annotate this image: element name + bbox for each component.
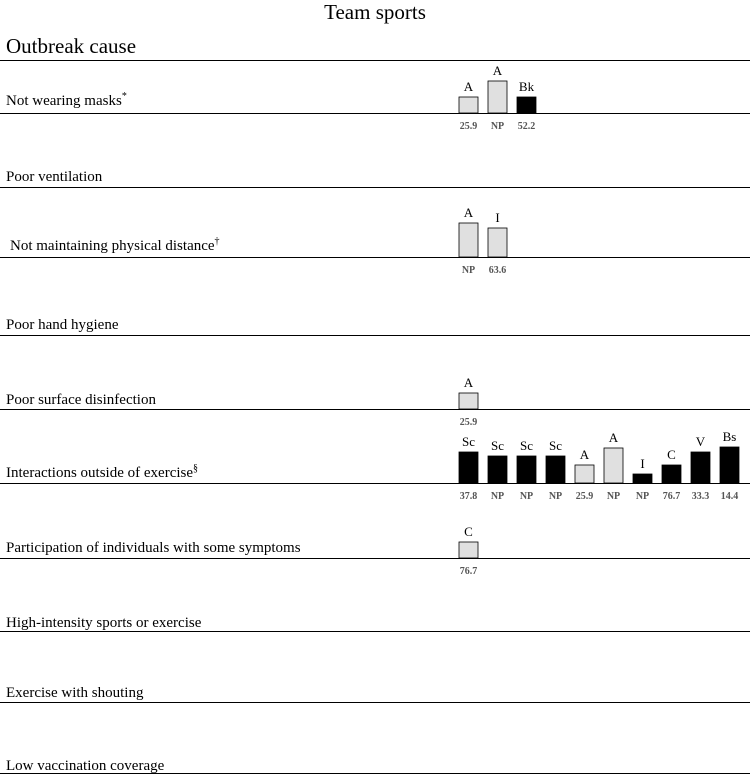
bar <box>546 456 565 483</box>
bar-value-label: NP <box>519 491 534 502</box>
bar-value-label: 63.6 <box>488 265 507 276</box>
bar-category-label: Bs <box>722 429 737 444</box>
bar-value-label: 52.2 <box>517 121 536 132</box>
bar-value-label: NP <box>461 265 476 276</box>
bar-category-label: A <box>463 375 474 390</box>
row-label-text: Poor surface disinfection <box>6 392 156 408</box>
bar-category-label: C <box>464 524 473 539</box>
outbreak-cause-header: Outbreak cause <box>6 34 137 58</box>
row-label-text: Poor hand hygiene <box>6 317 119 333</box>
bar-category-label: Sc <box>520 438 533 453</box>
bar-value-label: 25.9 <box>459 417 478 428</box>
footnote-mark: § <box>193 463 199 474</box>
bar-value-label: NP <box>635 491 650 502</box>
bar <box>459 97 478 113</box>
bar-category-label: I <box>495 210 500 225</box>
bar-category-label: A <box>463 205 474 220</box>
bar <box>459 542 478 558</box>
row-label-text: Interactions outside of exercise <box>6 465 194 481</box>
bar <box>691 452 710 483</box>
bar-category-label: C <box>667 447 676 462</box>
bar <box>517 97 536 113</box>
footnote-mark: * <box>121 91 127 102</box>
bar-value-label: 37.8 <box>459 491 478 502</box>
bar-value-label: 14.4 <box>720 491 739 502</box>
row-label-text: Low vaccination coverage <box>6 758 165 774</box>
bar <box>459 452 478 483</box>
bar-category-label: Sc <box>491 438 504 453</box>
row-label-text: Not wearing masks <box>6 93 122 109</box>
bar-category-label: V <box>695 434 706 449</box>
bar-category-label: A <box>579 447 590 462</box>
chart-title: Team sports <box>324 0 426 24</box>
row-label-text: Participation of individuals with some symptoms <box>6 540 301 556</box>
row-label-text: Exercise with shouting <box>6 685 144 701</box>
bar <box>459 223 478 257</box>
bar <box>604 448 623 483</box>
bar-value-label: NP <box>606 491 621 502</box>
row-label-text: High-intensity sports or exercise <box>6 615 202 631</box>
bar-category-label: Bk <box>518 79 535 94</box>
bar-category-label: Sc <box>462 434 475 449</box>
bar-value-label: 25.9 <box>575 491 594 502</box>
bar <box>662 465 681 483</box>
row-label-text: Poor ventilation <box>6 169 103 185</box>
bar-category-label: Sc <box>549 438 562 453</box>
bar-category-label: A <box>492 63 503 78</box>
bar-value-label: NP <box>490 491 505 502</box>
row-label-text: Not maintaining physical distance <box>10 238 215 254</box>
bar-category-label: A <box>463 79 474 94</box>
bar <box>720 447 739 483</box>
bar-value-label: 25.9 <box>459 121 478 132</box>
bar-value-label: 33.3 <box>691 491 710 502</box>
bar <box>633 474 652 483</box>
bar-category-label: I <box>640 456 645 471</box>
bar-value-label: 76.7 <box>459 566 478 577</box>
bar-value-label: 76.7 <box>662 491 681 502</box>
bar <box>488 81 507 113</box>
bar-category-label: A <box>608 430 619 445</box>
bar <box>517 456 536 483</box>
bar <box>488 456 507 483</box>
footnote-mark: † <box>214 236 220 247</box>
bar <box>459 393 478 409</box>
bar <box>575 465 594 483</box>
bar-value-label: NP <box>490 121 505 132</box>
bar <box>488 228 507 257</box>
bar-value-label: NP <box>548 491 563 502</box>
